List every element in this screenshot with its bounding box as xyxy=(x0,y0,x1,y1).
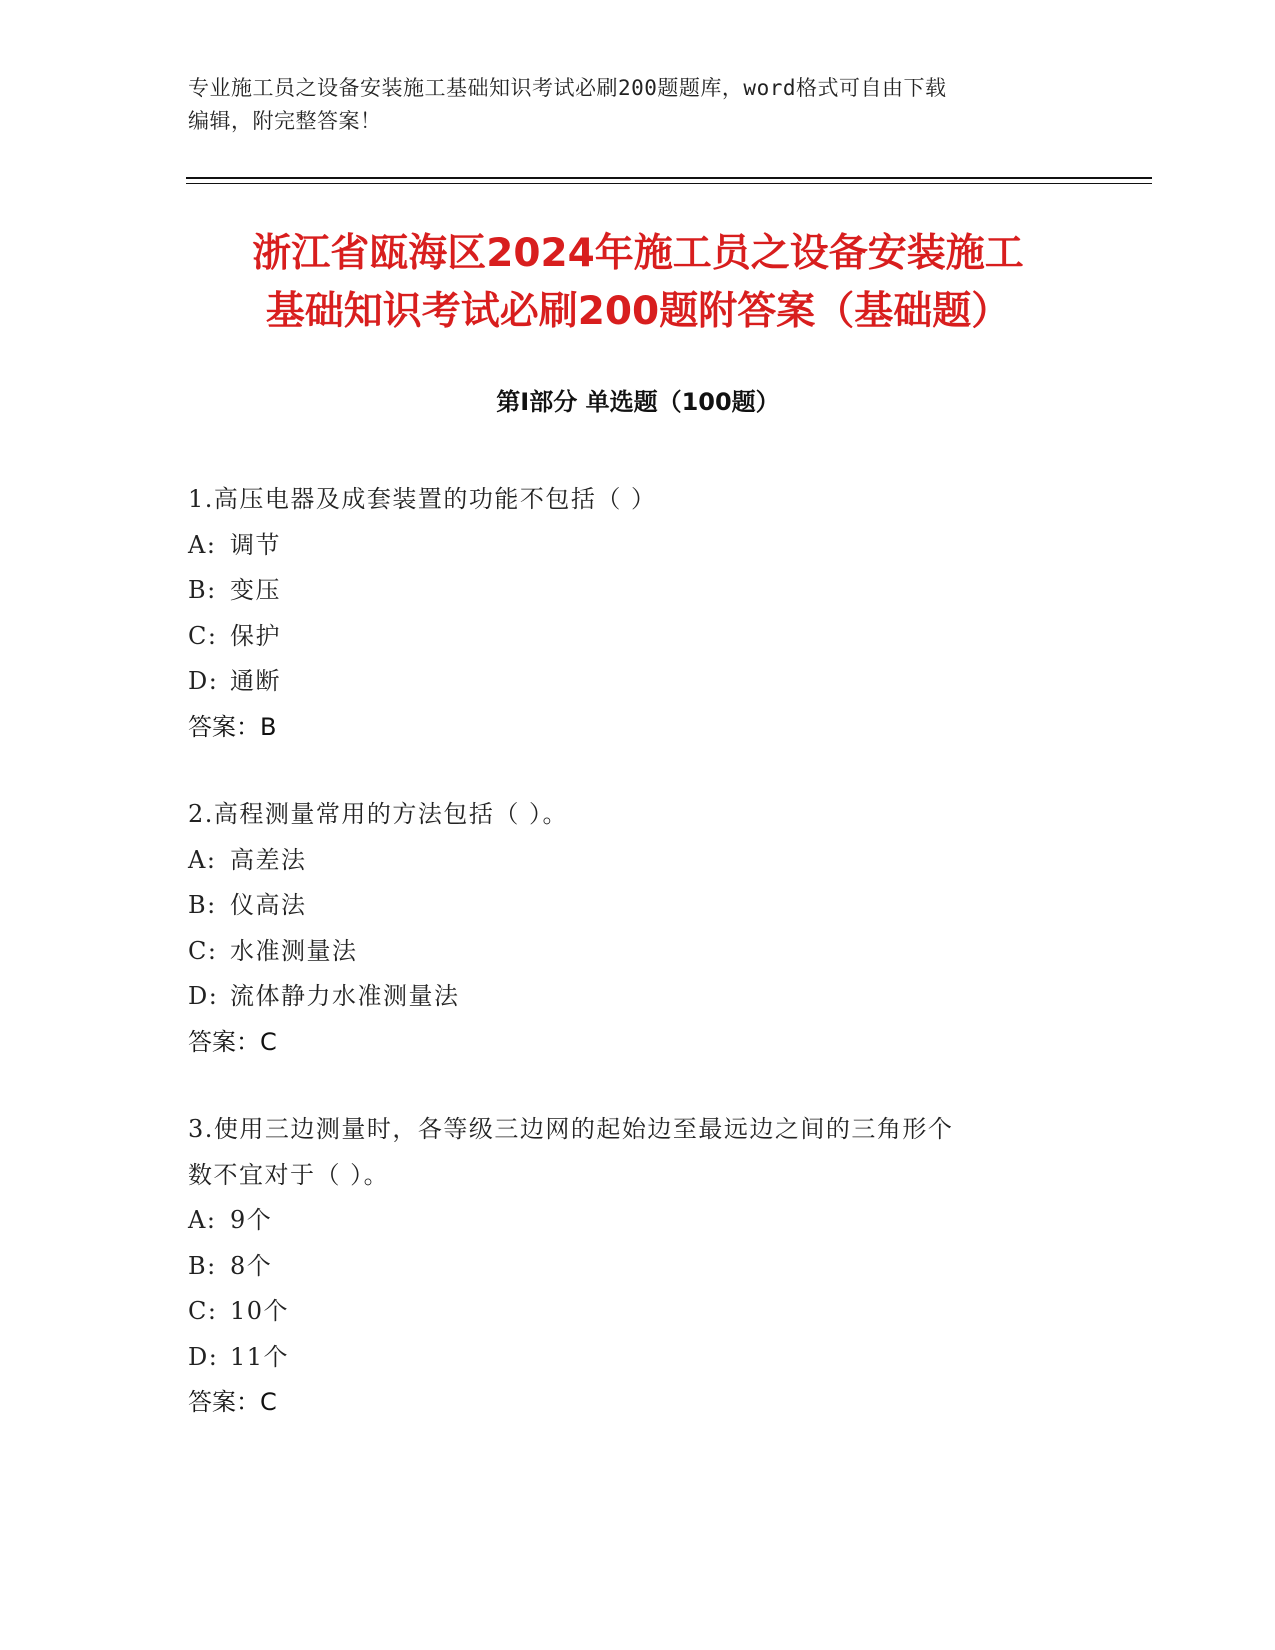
option-label: A: xyxy=(188,845,217,874)
option-b xyxy=(188,568,1088,614)
question-stem-line-1: 3.使用三边测量时，各等级三边网的起始边至最远边之间的三角形个 xyxy=(188,1115,954,1143)
option-label: A: xyxy=(188,530,217,559)
option-b xyxy=(188,883,1088,929)
section-title: 第Ⅰ部分 单选题（100题） xyxy=(496,388,780,416)
option-text: 调节 xyxy=(230,530,281,559)
option-a xyxy=(188,523,1088,569)
option-c xyxy=(188,1289,1088,1335)
answer: 答案：C xyxy=(188,1027,277,1056)
option-label: D: xyxy=(188,982,219,1010)
document-title-line-1: 浙江省瓯海区2024年施工员之设备安装施工 xyxy=(252,231,1024,276)
option-a xyxy=(188,1198,1088,1244)
question-1 xyxy=(188,477,1088,750)
option-label: B: xyxy=(188,1251,217,1280)
option-text: 流体静力水准测量法 xyxy=(230,982,460,1010)
header-note-line-1: 专业施工员之设备安装施工基础知识考试必刷200题题库，word格式可自由下载 xyxy=(188,76,947,100)
option-c xyxy=(188,929,1088,975)
question-list xyxy=(188,477,1088,1468)
option-text: 通断 xyxy=(230,667,281,695)
question-stem: 1.高压电器及成套装置的功能不包括（ ） xyxy=(188,485,657,513)
header-divider-thick xyxy=(186,177,1152,179)
option-c xyxy=(188,614,1088,660)
option-label: A: xyxy=(188,1206,217,1234)
option-d xyxy=(188,659,1088,705)
document-title xyxy=(188,225,1088,341)
option-label: C: xyxy=(188,1297,218,1325)
option-text: 保护 xyxy=(230,621,281,650)
option-label: C: xyxy=(188,936,218,965)
answer: 答案：B xyxy=(188,712,277,741)
option-text: 仪高法 xyxy=(230,891,307,919)
option-label: B: xyxy=(188,576,217,604)
option-label: D: xyxy=(188,1342,219,1371)
option-text: 10个 xyxy=(230,1297,290,1325)
question-stem-line-2: 数不宜对于（ ）。 xyxy=(188,1160,390,1189)
question-stem: 2.高程测量常用的方法包括（ ）。 xyxy=(188,800,569,828)
option-text: 9个 xyxy=(230,1206,273,1234)
option-a xyxy=(188,838,1088,884)
option-text: 11个 xyxy=(230,1342,290,1371)
option-label: D: xyxy=(188,667,219,695)
header-divider-thin xyxy=(186,183,1152,184)
option-text: 水准测量法 xyxy=(230,936,358,965)
option-label: B: xyxy=(188,891,217,919)
option-b xyxy=(188,1244,1088,1290)
option-d xyxy=(188,1335,1088,1381)
document-title-line-2: 基础知识考试必刷200题附答案（基础题） xyxy=(265,289,1011,334)
question-3 xyxy=(188,1107,1088,1426)
option-text: 8个 xyxy=(230,1251,273,1280)
option-d xyxy=(188,974,1088,1020)
answer: 答案：C xyxy=(188,1388,277,1416)
header-note xyxy=(188,72,1088,138)
header-note-line-2: 编辑，附完整答案！ xyxy=(188,109,382,133)
option-text: 变压 xyxy=(230,576,281,604)
question-2 xyxy=(188,792,1088,1065)
option-text: 高差法 xyxy=(230,845,307,874)
option-label: C: xyxy=(188,621,218,650)
